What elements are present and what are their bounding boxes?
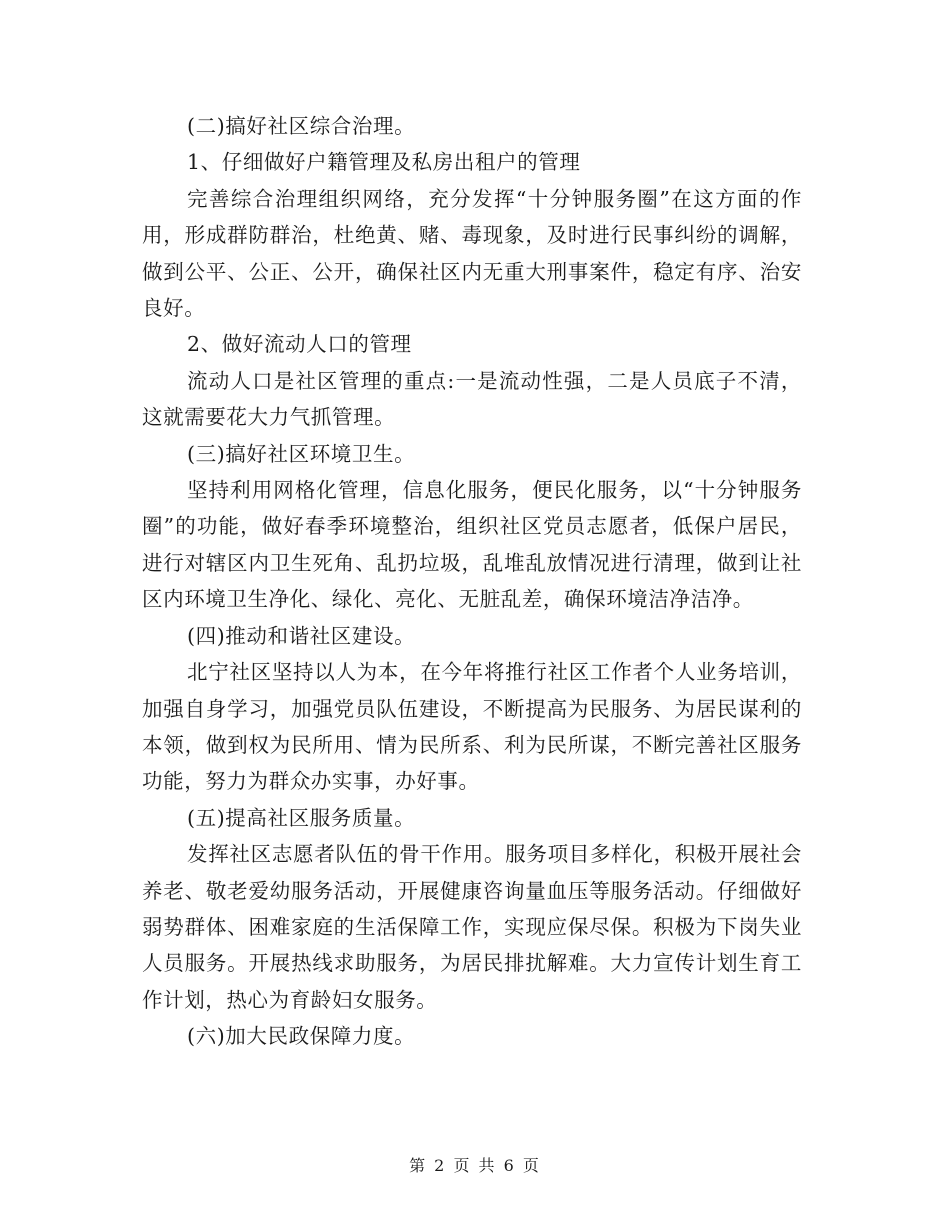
paragraph-service-quality: 发挥社区志愿者队伍的骨干作用。服务项目多样化，积极开展社会养老、敬老爱幼服务活动，开展健康咨询量血压等服务活动。仔细做好弱势群体、困难家庭的生活保障工作，实现应保尽保。积极为下岗失业人员服务。开展热线求助服务，为居民排扰解难。大力宣传计划生育工作计划，热心为育龄妇女服务。: [142, 842, 802, 1012]
section-heading-3: (三)搞好社区环境卫生。: [187, 441, 416, 466]
subheading-household-registration: 1、仔细做好户籍管理及私房出租户的管理: [187, 150, 581, 175]
section-heading-4: (四)推动和谐社区建设。: [187, 623, 416, 648]
section-heading-5: (五)提高社区服务质量。: [187, 805, 416, 830]
paragraph-environment: 坚持利用网格化管理，信息化服务，便民化服务，以“十分钟服务圈”的功能，做好春季环境整治，组织社区党员志愿者，低保户居民，进行对辖区内卫生死角、乱扔垃圾，乱堆乱放情况进行清理，做到让社区内环境卫生净化、绿化、亮化、无脏乱差，确保环境洁净洁净。: [142, 478, 802, 612]
section-heading-2: (二)搞好社区综合治理。: [187, 114, 416, 138]
paragraph-floating-population: 流动人口是社区管理的重点:一是流动性强，二是人员底子不清，这就需要花大力气抓管理。: [142, 368, 802, 430]
subheading-floating-population: 2、做好流动人口的管理: [187, 332, 412, 357]
section-heading-6: (六)加大民政保障力度。: [187, 1024, 416, 1049]
paragraph-governance: 完善综合治理组织网络，充分发挥“十分钟服务圈”在这方面的作用，形成群防群治，杜绝黄、赌、毒现象，及时进行民事纠纷的调解，做到公平、公正、公开，确保社区内无重大刑事案件，稳定有序、治安良好。: [142, 186, 802, 321]
page-number-footer: 第 2 页 共 6 页: [409, 1156, 541, 1175]
document-body: [142, 108, 802, 1055]
paragraph-harmony: 北宁社区坚持以人为本，在今年将推行社区工作者个人业务培训，加强自身学习，加强党员队伍建设，不断提高为民服务、为居民谋利的本领，做到权为民所用、情为民所系、利为民所谋，不断完善社区服务功能，努力为群众办实事，办好事。: [142, 660, 802, 794]
